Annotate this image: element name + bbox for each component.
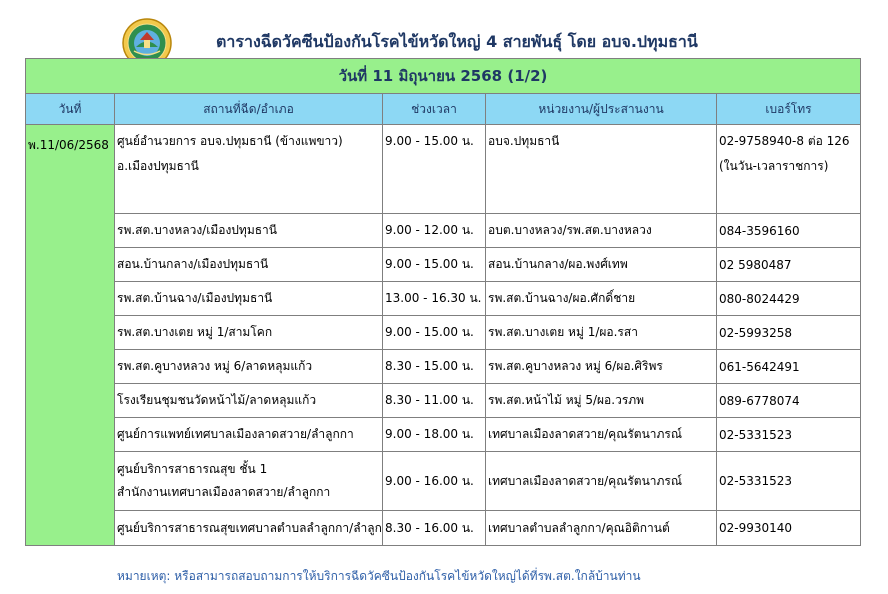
table-row bbox=[26, 282, 861, 316]
table-row bbox=[26, 418, 861, 452]
phone-cell: 084-3596160 bbox=[717, 214, 861, 248]
place-cell: รพ.สต.บางเตย หมู่ 1/สามโคก bbox=[115, 316, 383, 350]
table-header-row bbox=[26, 94, 861, 125]
agency-cell: รพ.สต.คูบางหลวง หมู่ 6/ผอ.ศิริพร bbox=[486, 350, 717, 384]
agency-cell: รพ.สต.หน้าไม้ หมู่ 5/ผอ.วรภพ bbox=[486, 384, 717, 418]
time-cell: 9.00 - 12.00 น. bbox=[383, 214, 486, 248]
vaccination-schedule-table bbox=[25, 58, 861, 546]
phone-line: (ในวัน-เวลาราชการ) bbox=[719, 159, 829, 173]
table-row bbox=[26, 125, 861, 214]
place-cell: โรงเรียนชุมชนวัดหน้าไม้/ลาดหลุมแก้ว bbox=[115, 384, 383, 418]
place-cell: ศูนย์บริการสาธารณสุขเทศบาลตำบลลำลูกกา/ลำลูก bbox=[115, 511, 383, 546]
time-cell: 9.00 - 15.00 น. bbox=[383, 125, 486, 214]
place-cell: รพ.สต.บางหลวง/เมืองปทุมธานี bbox=[115, 214, 383, 248]
place-line: อ.เมืองปทุมธานี bbox=[117, 159, 199, 173]
place-cell bbox=[115, 125, 383, 214]
agency-cell: รพ.สต.บางเตย หมู่ 1/ผอ.รสา bbox=[486, 316, 717, 350]
time-cell: 9.00 - 18.00 น. bbox=[383, 418, 486, 452]
phone-cell bbox=[717, 125, 861, 214]
place-cell: ศูนย์การแพทย์เทศบาลเมืองลาดสวาย/ลำลูกกา bbox=[115, 418, 383, 452]
place-cell: สอน.บ้านกลาง/เมืองปทุมธานี bbox=[115, 248, 383, 282]
table-row bbox=[26, 511, 861, 546]
phone-cell: 080-8024429 bbox=[717, 282, 861, 316]
agency-cell: รพ.สต.บ้านฉาง/ผอ.ศักดิ์ชาย bbox=[486, 282, 717, 316]
place-cell bbox=[115, 452, 383, 511]
place-cell: รพ.สต.คูบางหลวง หมู่ 6/ลาดหลุมแก้ว bbox=[115, 350, 383, 384]
table-row bbox=[26, 384, 861, 418]
phone-cell: 02-9930140 bbox=[717, 511, 861, 546]
phone-cell: 02-5993258 bbox=[717, 316, 861, 350]
page-title: ตารางฉีดวัคซีนป้องกันโรคไข้หวัดใหญ่ 4 สายพันธุ์ โดย อบจ.ปทุมธานี bbox=[216, 32, 698, 51]
footer-note: หมายเหตุ: หรือสามารถสอบถามการให้บริการฉีดวัคซีนป้องกันโรคไข้หวัดใหญ่ได้ที่รพ.สต.ใกล้บ้านท่าน bbox=[117, 569, 641, 583]
agency-cell: สอน.บ้านกลาง/ผอ.พงศ์เทพ bbox=[486, 248, 717, 282]
table-row bbox=[26, 214, 861, 248]
table-row bbox=[26, 248, 861, 282]
time-cell: 9.00 - 15.00 น. bbox=[383, 248, 486, 282]
column-header-place: สถานที่ฉีด/อำเภอ bbox=[115, 94, 383, 125]
phone-cell: 02-5331523 bbox=[717, 418, 861, 452]
column-header-time: ช่วงเวลา bbox=[383, 94, 486, 125]
table-row bbox=[26, 452, 861, 511]
column-header-phone: เบอร์โทร bbox=[717, 94, 861, 125]
time-cell: 9.00 - 16.00 น. bbox=[383, 452, 486, 511]
agency-cell: เทศบาลเมืองลาดสวาย/คุณรัตนาภรณ์ bbox=[486, 452, 717, 511]
agency-cell: เทศบาลตำบลลำลูกกา/คุณอิติกานต์ bbox=[486, 511, 717, 546]
phone-cell: 089-6778074 bbox=[717, 384, 861, 418]
time-cell: 8.30 - 11.00 น. bbox=[383, 384, 486, 418]
phone-cell: 061-5642491 bbox=[717, 350, 861, 384]
date-cell: พ.11/06/2568 bbox=[26, 125, 115, 546]
place-cell: รพ.สต.บ้านฉาง/เมืองปทุมธานี bbox=[115, 282, 383, 316]
table-row bbox=[26, 316, 861, 350]
column-header-date: วันที่ bbox=[26, 94, 115, 125]
column-header-agency: หน่วยงาน/ผู้ประสานงาน bbox=[486, 94, 717, 125]
agency-cell: อบจ.ปทุมธานี bbox=[486, 125, 717, 214]
place-line: ศูนย์บริการสาธารณสุข ชั้น 1 bbox=[117, 462, 268, 476]
phone-cell: 02-5331523 bbox=[717, 452, 861, 511]
table-row bbox=[26, 350, 861, 384]
place-line: ศูนย์อำนวยการ อบจ.ปทุมธานี (ข้างแพขาว) bbox=[117, 134, 343, 148]
phone-cell: 02 5980487 bbox=[717, 248, 861, 282]
time-cell: 13.00 - 16.30 น. bbox=[383, 282, 486, 316]
agency-cell: อบต.บางหลวง/รพ.สต.บางหลวง bbox=[486, 214, 717, 248]
agency-cell: เทศบาลเมืองลาดสวาย/คุณรัตนาภรณ์ bbox=[486, 418, 717, 452]
date-banner: วันที่ 11 มิถุนายน 2568 (1/2) bbox=[26, 59, 861, 94]
place-line: สำนักงานเทศบาลเมืองลาดสวาย/ลำลูกกา bbox=[117, 485, 331, 499]
time-cell: 9.00 - 15.00 น. bbox=[383, 316, 486, 350]
phone-line: 02-9758940-8 ต่อ 126 bbox=[719, 134, 850, 148]
time-cell: 8.30 - 15.00 น. bbox=[383, 350, 486, 384]
time-cell: 8.30 - 16.00 น. bbox=[383, 511, 486, 546]
